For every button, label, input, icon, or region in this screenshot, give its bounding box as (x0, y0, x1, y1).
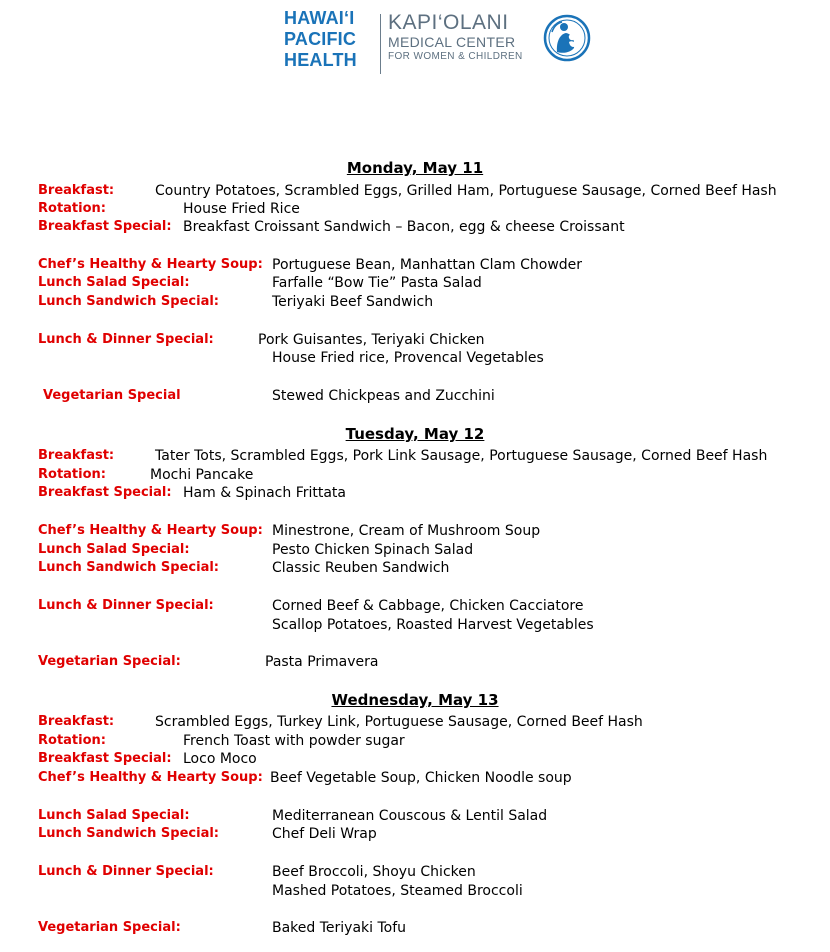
sandwich-value: Teriyaki Beef Sandwich (272, 294, 434, 310)
sandwich-label: Lunch Sandwich Special: (38, 294, 220, 309)
lunch-dinner-label: Lunch & Dinner Special: (38, 332, 214, 347)
vegetarian-value: Pasta Primavera (265, 654, 379, 670)
lunch-dinner-value-1: Corned Beef & Cabbage, Chicken Cacciatore (272, 598, 584, 614)
rotation-label: Rotation: (38, 201, 106, 216)
breakfast-value: Country Potatoes, Scrambled Eggs, Grilled Ham, Portuguese Sausage, Corned Beef Hash (155, 183, 777, 199)
breakfast-special-label: Breakfast Special: (38, 485, 172, 500)
hph-line-2: PACIFIC (284, 29, 357, 49)
vegetarian-label: Vegetarian Special: (38, 654, 181, 669)
vegetarian-label: Vegetarian Special: (38, 920, 181, 935)
salad-value: Pesto Chicken Spinach Salad (272, 542, 474, 558)
salad-value: Mediterranean Couscous & Lentil Salad (272, 808, 548, 824)
soup-value: Portuguese Bean, Manhattan Clam Chowder (272, 257, 583, 273)
soup-value: Minestrone, Cream of Mushroom Soup (272, 523, 541, 539)
hph-line-1: HAWAI‘I (284, 8, 355, 28)
lunch-dinner-label: Lunch & Dinner Special: (38, 864, 214, 879)
day-title-tuesday: Tuesday, May 12 (345, 425, 485, 443)
rotation-label: Rotation: (38, 733, 106, 748)
hph-line-3: HEALTH (284, 50, 357, 70)
mother-child-emblem-icon (542, 12, 592, 64)
rotation-value: Mochi Pancake (150, 467, 254, 483)
rotation-value: French Toast with powder sugar (183, 733, 405, 749)
rotation-value: House Fried Rice (183, 201, 300, 217)
breakfast-special-label: Breakfast Special: (38, 751, 172, 766)
lunch-dinner-value-1: Pork Guisantes, Teriyaki Chicken (258, 332, 485, 348)
breakfast-special-value: Ham & Spinach Frittata (183, 485, 347, 501)
hawaii-pacific-health-logo (284, 8, 357, 71)
kapiolani-logo (388, 12, 523, 63)
salad-label: Lunch Salad Special: (38, 542, 190, 557)
breakfast-special-label: Breakfast Special: (38, 219, 172, 234)
breakfast-label: Breakfast: (38, 448, 115, 463)
breakfast-label: Breakfast: (38, 714, 115, 729)
breakfast-value: Tater Tots, Scrambled Eggs, Pork Link Sausage, Portuguese Sausage, Corned Beef Hash (155, 448, 768, 464)
rotation-label: Rotation: (38, 467, 106, 482)
kmc-line-3: FOR WOMEN & CHILDREN (388, 51, 523, 62)
breakfast-value: Scrambled Eggs, Turkey Link, Portuguese Sausage, Corned Beef Hash (155, 714, 643, 730)
day-title-monday: Monday, May 11 (346, 159, 484, 177)
vegetarian-value: Stewed Chickpeas and Zucchini (272, 388, 495, 404)
header-logos (284, 8, 604, 78)
lunch-dinner-value-2: Scallop Potatoes, Roasted Harvest Vegetables (272, 617, 594, 633)
lunch-dinner-value-1: Beef Broccoli, Shoyu Chicken (272, 864, 476, 880)
salad-label: Lunch Salad Special: (38, 808, 190, 823)
sandwich-label: Lunch Sandwich Special: (38, 560, 220, 575)
lunch-dinner-label: Lunch & Dinner Special: (38, 598, 214, 613)
lunch-dinner-value-2: Mashed Potatoes, Steamed Broccoli (272, 883, 523, 899)
soup-label: Chef’s Healthy & Hearty Soup: (38, 523, 263, 538)
breakfast-label: Breakfast: (38, 183, 115, 198)
soup-label: Chef’s Healthy & Hearty Soup: (38, 770, 263, 785)
soup-value: Beef Vegetable Soup, Chicken Noodle soup (270, 770, 572, 786)
breakfast-special-value: Loco Moco (183, 751, 257, 767)
sandwich-label: Lunch Sandwich Special: (38, 826, 220, 841)
kmc-line-1: KAPI‘OLANI (388, 11, 509, 34)
lunch-dinner-value-2: House Fried rice, Provencal Vegetables (272, 350, 544, 366)
logo-divider (380, 14, 381, 74)
sandwich-value: Classic Reuben Sandwich (272, 560, 450, 576)
vegetarian-label: Vegetarian Special (43, 388, 181, 403)
salad-value: Farfalle “Bow Tie” Pasta Salad (272, 275, 482, 291)
day-title-wednesday: Wednesday, May 13 (331, 691, 499, 709)
vegetarian-value: Baked Teriyaki Tofu (272, 920, 407, 936)
kmc-line-2: MEDICAL CENTER (388, 34, 516, 50)
soup-label: Chef’s Healthy & Hearty Soup: (38, 257, 263, 272)
sandwich-value: Chef Deli Wrap (272, 826, 377, 842)
breakfast-special-value: Breakfast Croissant Sandwich – Bacon, egg & cheese Croissant (183, 219, 625, 235)
salad-label: Lunch Salad Special: (38, 275, 190, 290)
